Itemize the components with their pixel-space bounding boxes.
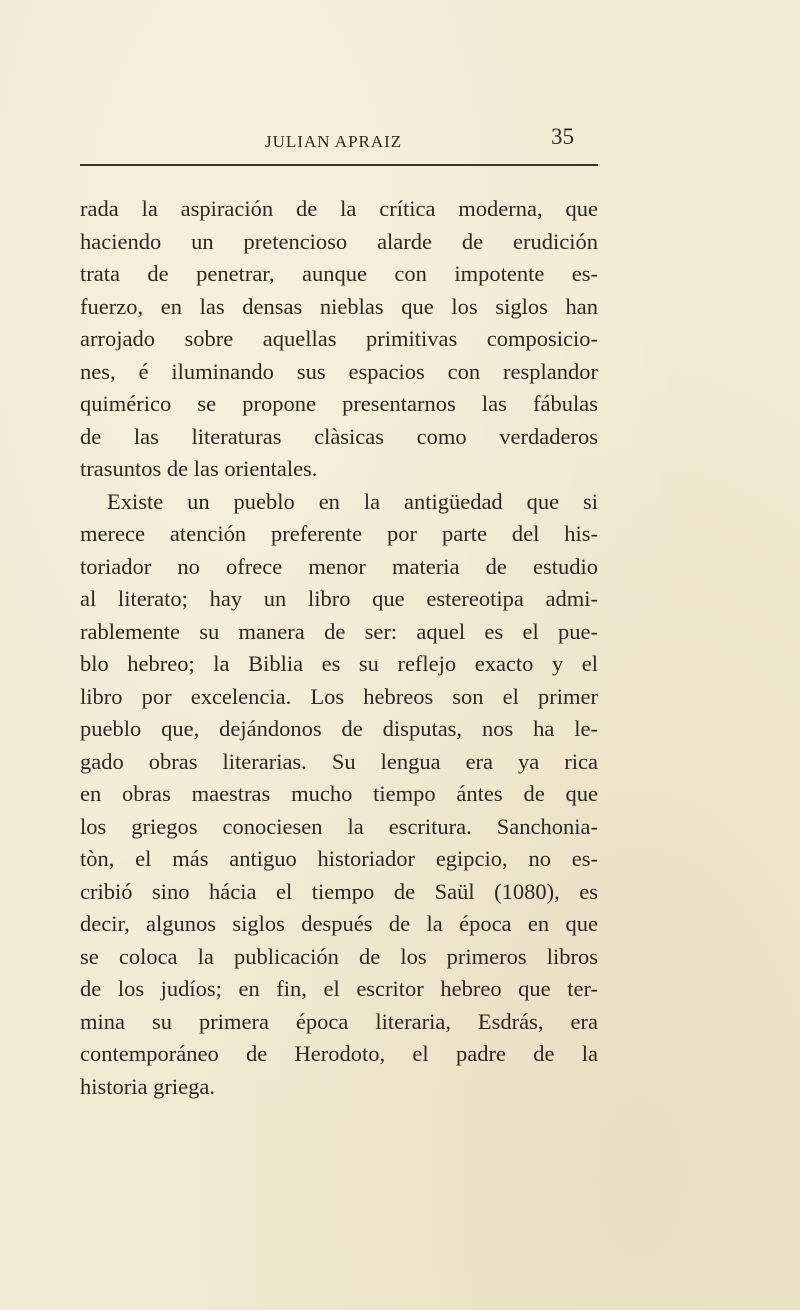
text-line: gado obras literarias. Su lengua era ya rica xyxy=(80,748,598,774)
text-line: fuerzo, en las densas nieblas que los siglos han xyxy=(80,293,598,319)
text-line: contemporáneo de Herodoto, el padre de la xyxy=(80,1041,598,1066)
text-line: trata de penetrar, aunque con impotente es- xyxy=(80,261,598,286)
text-line: historia griega. xyxy=(80,1073,215,1099)
text-line: rada la aspiración de la crítica moderna, que xyxy=(80,196,598,221)
text-line: Existe un pueblo en la antigüedad que si xyxy=(107,488,598,514)
page-header xyxy=(80,124,598,154)
text-line: nes, é iluminando sus espacios con resplandor xyxy=(80,358,598,384)
text-line: rablemente su manera de ser: aquel es el pue- xyxy=(80,618,598,644)
text-line: de las literaturas clàsicas como verdaderos xyxy=(80,423,598,449)
text-line: libro por excelencia. Los hebreos son el primer xyxy=(80,683,598,709)
text-line: se coloca la publicación de los primeros libros xyxy=(80,943,598,969)
text-line: mina su primera época literaria, Esdrás, era xyxy=(80,1008,598,1034)
text-line: tòn, el más antiguo historiador egipcio, no es- xyxy=(80,846,598,871)
page-number: 35 xyxy=(551,124,574,149)
text-line: haciendo un pretencioso alarde de erudición xyxy=(80,228,598,254)
running-head: JULIAN APRAIZ xyxy=(265,132,403,151)
text-line: trasuntos de las orientales. xyxy=(80,456,318,481)
text-line: los griegos conociesen la escritura. Sanchonia- xyxy=(80,813,598,839)
text-line: en obras maestras mucho tiempo ántes de que xyxy=(80,781,598,806)
text-line: blo hebreo; la Biblia es su reflejo exacto y el xyxy=(80,651,598,676)
body-text xyxy=(80,193,598,1103)
text-line: toriador no ofrece menor materia de estudio xyxy=(80,553,598,579)
text-line: arrojado sobre aquellas primitivas composicio- xyxy=(80,326,598,351)
text-line: cribió sino hácia el tiempo de Saül (1080), es xyxy=(80,878,598,904)
text-line: quimérico se propone presentarnos las fábulas xyxy=(80,391,598,416)
text-line: al literato; hay un libro que estereotipa admi- xyxy=(80,586,598,611)
header-rule xyxy=(80,164,598,166)
text-line: merece atención preferente por parte del his- xyxy=(80,521,598,546)
text-line: de los judíos; en fin, el escritor hebreo que ter- xyxy=(80,976,598,1001)
text-line: pueblo que, dejándonos de disputas, nos ha le- xyxy=(80,716,598,741)
text-line: decir, algunos siglos después de la época en que xyxy=(80,911,598,936)
